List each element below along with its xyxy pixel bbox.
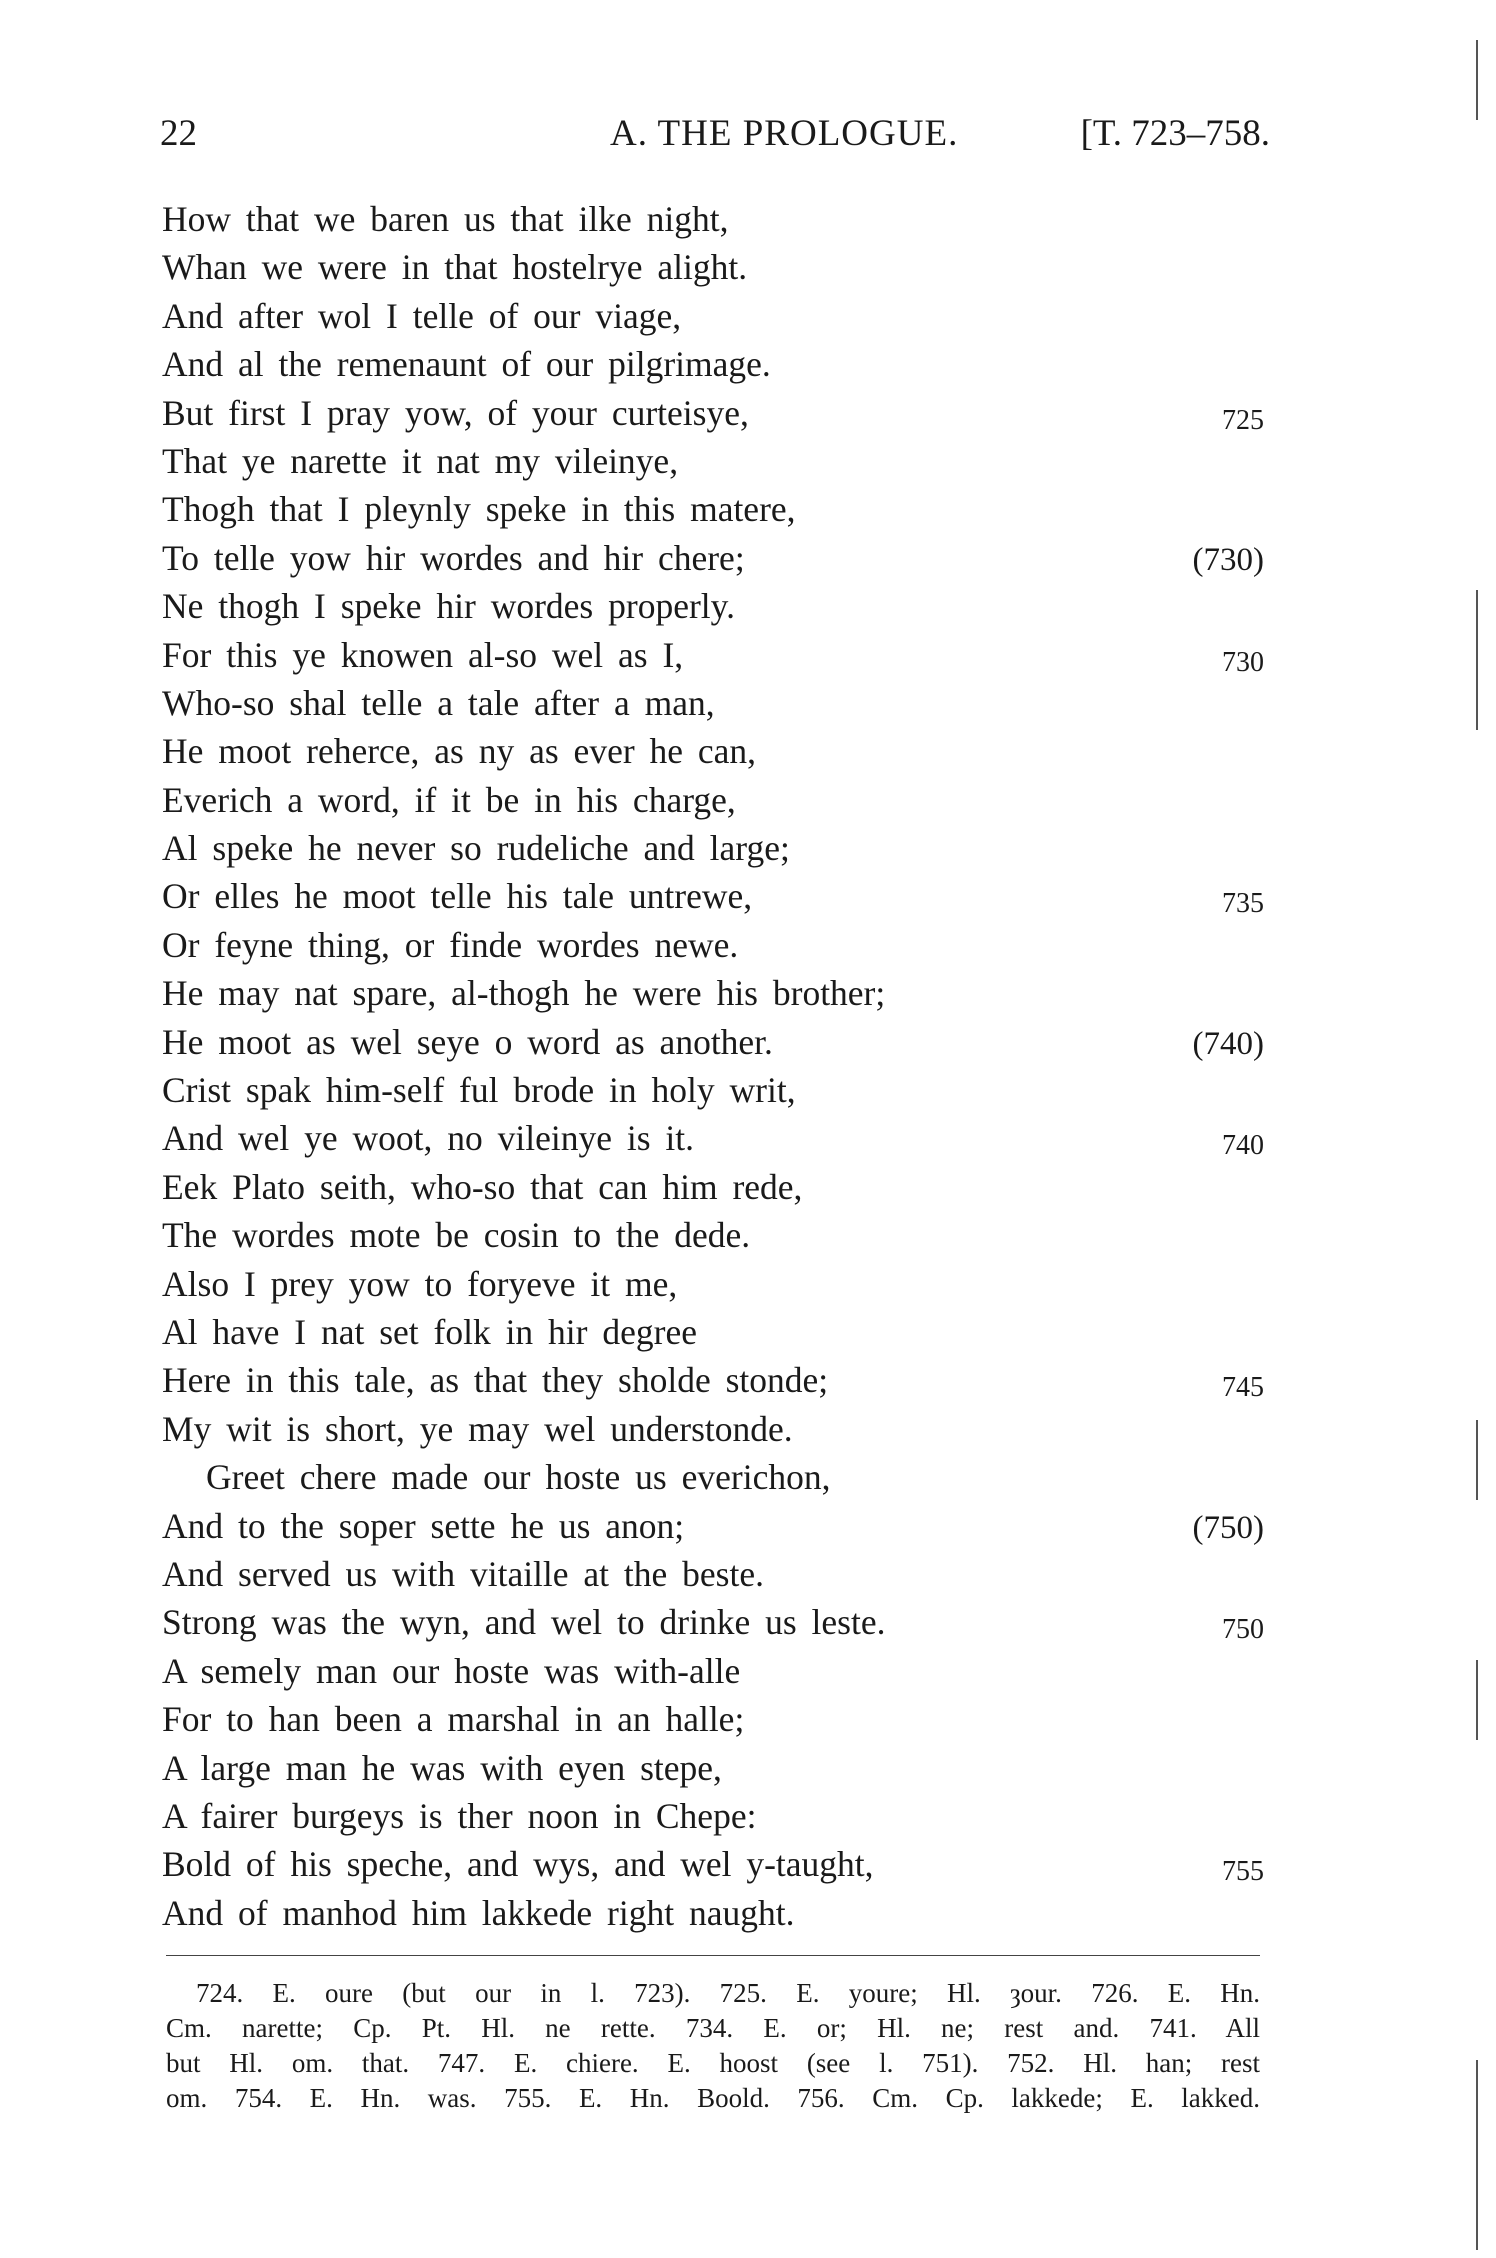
poem-line-text: And served us with vitaille at the beste. (162, 1553, 764, 1594)
poem-line-text: Ne thogh I speke hir wordes properly. (162, 586, 735, 627)
poem-line-text: And after wol I telle of our viage, (162, 295, 682, 336)
line-range: [T. 723–758. (1080, 113, 1270, 154)
poem-line-text: Or elles he moot telle his tale untrewe, (162, 876, 753, 917)
poem-line (162, 631, 1262, 679)
poem-line (162, 1163, 1262, 1211)
poem-line (162, 872, 1262, 920)
poem-line-text: He may nat spare, al-thogh he were his brother; (162, 973, 886, 1014)
poem-line-text: Al have I nat set folk in hir degree (162, 1311, 697, 1352)
poem-line-text: How that we baren us that ilke night, (162, 199, 729, 239)
page-number: 22 (160, 113, 197, 154)
poem-line (162, 292, 1262, 340)
poem-line-text: And al the remenaunt of our pilgrimage. (162, 344, 771, 385)
footnote-line: Cm. narette; Cp. Pt. Hl. ne rette. 734. E. or; Hl. ne; rest and. 741. All (166, 2013, 1260, 2043)
poem-line-text: Whan we were in that hostelrye alight. (162, 247, 748, 288)
poem-line-text: Everich a word, if it be in his charge, (162, 779, 736, 820)
poem-line (162, 824, 1262, 872)
poem-line-text: Who-so shal telle a tale after a man, (162, 682, 715, 723)
scan-edge-mark (1476, 1420, 1478, 1500)
poem-line-text: My wit is short, ye may wel understonde. (162, 1408, 793, 1449)
page-header (160, 112, 1270, 162)
poem-line (162, 1066, 1262, 1114)
poem-line (162, 485, 1262, 533)
poem-line (162, 1840, 1262, 1888)
poem-line (162, 534, 1262, 582)
poem-line-text: A fairer burgeys is ther noon in Chepe: (162, 1795, 757, 1836)
poem-line-text: Also I prey yow to foryeve it me, (162, 1263, 678, 1304)
poem-line (162, 1792, 1262, 1840)
poem-line-text: And wel ye woot, no vileinye is it. (162, 1118, 695, 1159)
scan-edge-mark (1476, 1660, 1478, 1740)
poem-line-text: For to han been a marshal in an halle; (162, 1699, 745, 1740)
poem-line (162, 776, 1262, 824)
poem-line (162, 1405, 1262, 1453)
poem-line-text: Eek Plato seith, who-so that can him rede, (162, 1166, 803, 1207)
poem-line-text: Al speke he never so rudeliche and large; (162, 828, 790, 869)
line-number: 750 (1222, 1614, 1264, 1646)
line-number: 745 (1222, 1372, 1264, 1404)
poem-line-text: But first I pray yow, of your curteisye, (162, 392, 749, 433)
line-number: 755 (1222, 1856, 1264, 1888)
poem-line-text: Greet chere made our hoste us everichon, (206, 1457, 831, 1498)
poem-line (162, 1018, 1262, 1066)
poem-line (162, 921, 1262, 969)
poem-line (162, 1453, 1262, 1501)
poem-line-text: Strong was the wyn, and wel to drinke us leste. (162, 1602, 886, 1643)
poem-line-text: He moot as wel seye o word as another. (162, 1021, 773, 1062)
scan-edge-mark (1476, 2060, 1478, 2250)
poem-line (162, 1647, 1262, 1695)
poem-line-text: He moot reherce, as ny as ever he can, (162, 731, 757, 772)
line-number: 725 (1222, 404, 1264, 436)
poem-line (162, 1889, 1262, 1937)
poem-line (162, 195, 1262, 243)
line-number: (750) (1192, 1509, 1264, 1546)
footnote-line: 724. E. oure (but our in l. 723). 725. E. youre; Hl. ȝour. 726. E. Hn. (196, 1978, 1260, 2008)
poem-line (162, 969, 1262, 1017)
poem-line (162, 727, 1262, 775)
poem-line (162, 1744, 1262, 1792)
poem-line-text: That ye narette it nat my vileinye, (162, 440, 679, 481)
poem-line (162, 679, 1262, 727)
poem-line (162, 1598, 1262, 1646)
poem-line-text: Or feyne thing, or finde wordes newe. (162, 924, 739, 965)
line-number: 740 (1222, 1130, 1264, 1162)
scan-edge-mark (1476, 590, 1478, 730)
footnote-line: but Hl. om. that. 747. E. chiere. E. hoost (see l. 751). 752. Hl. han; rest (166, 2048, 1260, 2078)
poem-line (162, 1502, 1262, 1550)
poem-line (162, 582, 1262, 630)
footnote-divider (166, 1955, 1260, 1956)
poem-line-text: Here in this tale, as that they sholde stonde; (162, 1360, 829, 1401)
poem-line (162, 1308, 1262, 1356)
line-number: 730 (1222, 646, 1264, 678)
poem-line (162, 243, 1262, 291)
poem-line (162, 340, 1262, 388)
poem-line-text: And to the soper sette he us anon; (162, 1505, 685, 1546)
scan-edge-mark (1476, 40, 1478, 120)
poem-line (162, 389, 1262, 437)
footnote-line: om. 754. E. Hn. was. 755. E. Hn. Boold. 756. Cm. Cp. lakkede; E. lakked. (166, 2083, 1260, 2113)
poem-text (162, 195, 1262, 1937)
poem-line (162, 437, 1262, 485)
line-number: (740) (1192, 1025, 1264, 1062)
poem-line-text: A semely man our hoste was with-alle (162, 1650, 741, 1691)
poem-line-text: Bold of his speche, and wys, and wel y-taught, (162, 1844, 874, 1885)
poem-line-text: And of manhod him lakkede right naught. (162, 1892, 795, 1933)
poem-line-text: A large man he was with eyen stepe, (162, 1747, 722, 1788)
footnotes (166, 1976, 1260, 2116)
poem-line-text: For this ye knowen al-so wel as I, (162, 634, 684, 675)
poem-line-text: To telle yow hir wordes and hir chere; (162, 537, 745, 578)
poem-line-text: Crist spak him-self ful brode in holy writ, (162, 1070, 796, 1111)
poem-line-text: The wordes mote be cosin to the dede. (162, 1215, 751, 1256)
poem-line (162, 1695, 1262, 1743)
poem-line (162, 1211, 1262, 1259)
poem-line (162, 1356, 1262, 1404)
poem-line (162, 1550, 1262, 1598)
line-number: 735 (1222, 888, 1264, 920)
poem-line (162, 1114, 1262, 1162)
line-number: (730) (1192, 541, 1264, 578)
running-title: A. THE PROLOGUE. (610, 113, 959, 154)
poem-line (162, 1260, 1262, 1308)
poem-line-text: Thogh that I pleynly speke in this matere, (162, 489, 796, 530)
